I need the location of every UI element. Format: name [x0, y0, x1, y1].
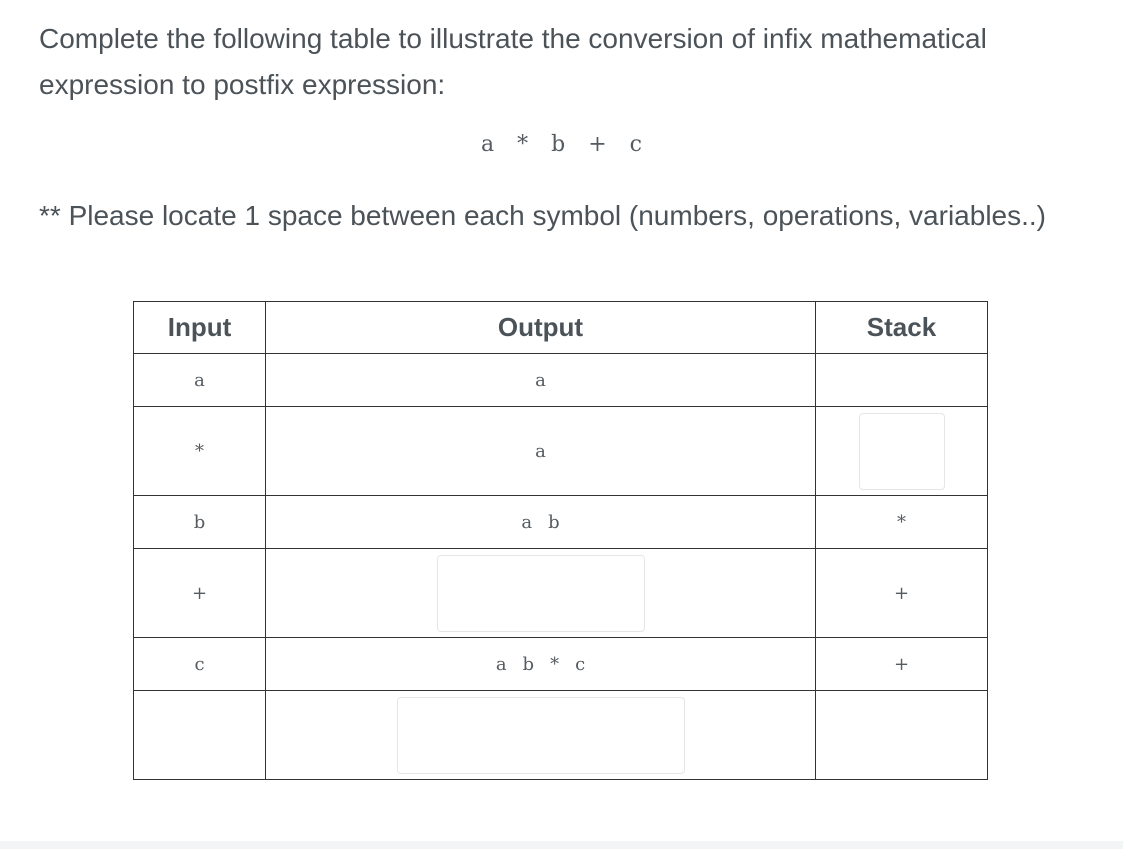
header-stack: Stack — [816, 302, 988, 354]
expression-token: + — [588, 132, 607, 157]
table-row — [134, 638, 988, 691]
input-cell: b — [134, 496, 266, 549]
output-token: c — [575, 653, 586, 675]
output-token: a — [521, 511, 533, 533]
input-cell: * — [134, 407, 266, 496]
stack-cell: * — [816, 496, 988, 549]
header-input: Input — [134, 302, 266, 354]
input-cell: c — [134, 638, 266, 691]
output-token: b — [548, 511, 560, 533]
spacing-note: ** Please locate 1 space between each symbol (numbers, operations, variables..) — [39, 200, 1046, 231]
output-token: b — [522, 653, 535, 675]
table-row — [134, 691, 988, 780]
output-cell — [266, 638, 816, 691]
bottom-divider — [0, 841, 1123, 849]
output-token: a — [495, 653, 507, 675]
question-prompt: Complete the following table to illustrate the conversion of infix mathematical expression to postfix expression: — [39, 23, 987, 100]
conversion-table — [133, 301, 988, 780]
output-answer-blank[interactable] — [397, 697, 685, 774]
table-row — [134, 496, 988, 549]
expression-token: c — [629, 132, 642, 157]
stack-cell: + — [816, 638, 988, 691]
output-cell — [266, 496, 816, 549]
table-row — [134, 354, 988, 407]
input-cell: + — [134, 549, 266, 638]
table-row — [134, 407, 988, 496]
infix-expression — [0, 132, 1123, 157]
input-cell: a — [134, 354, 266, 407]
table-header-row — [134, 302, 988, 354]
stack-cell — [816, 407, 988, 496]
output-cell — [266, 549, 816, 638]
stack-cell — [816, 354, 988, 407]
output-token: a — [535, 369, 546, 391]
header-output: Output — [266, 302, 816, 354]
output-answer-blank[interactable] — [437, 555, 645, 632]
output-cell — [266, 691, 816, 780]
output-cell — [266, 407, 816, 496]
output-token: a — [535, 440, 546, 462]
stack-cell: + — [816, 549, 988, 638]
expression-token: * — [517, 132, 529, 157]
input-cell — [134, 691, 266, 780]
output-token: * — [550, 653, 560, 675]
table-row — [134, 549, 988, 638]
stack-cell — [816, 691, 988, 780]
output-cell — [266, 354, 816, 407]
expression-token: a — [481, 132, 495, 157]
expression-token: b — [551, 132, 566, 157]
stack-answer-blank[interactable] — [859, 413, 945, 490]
